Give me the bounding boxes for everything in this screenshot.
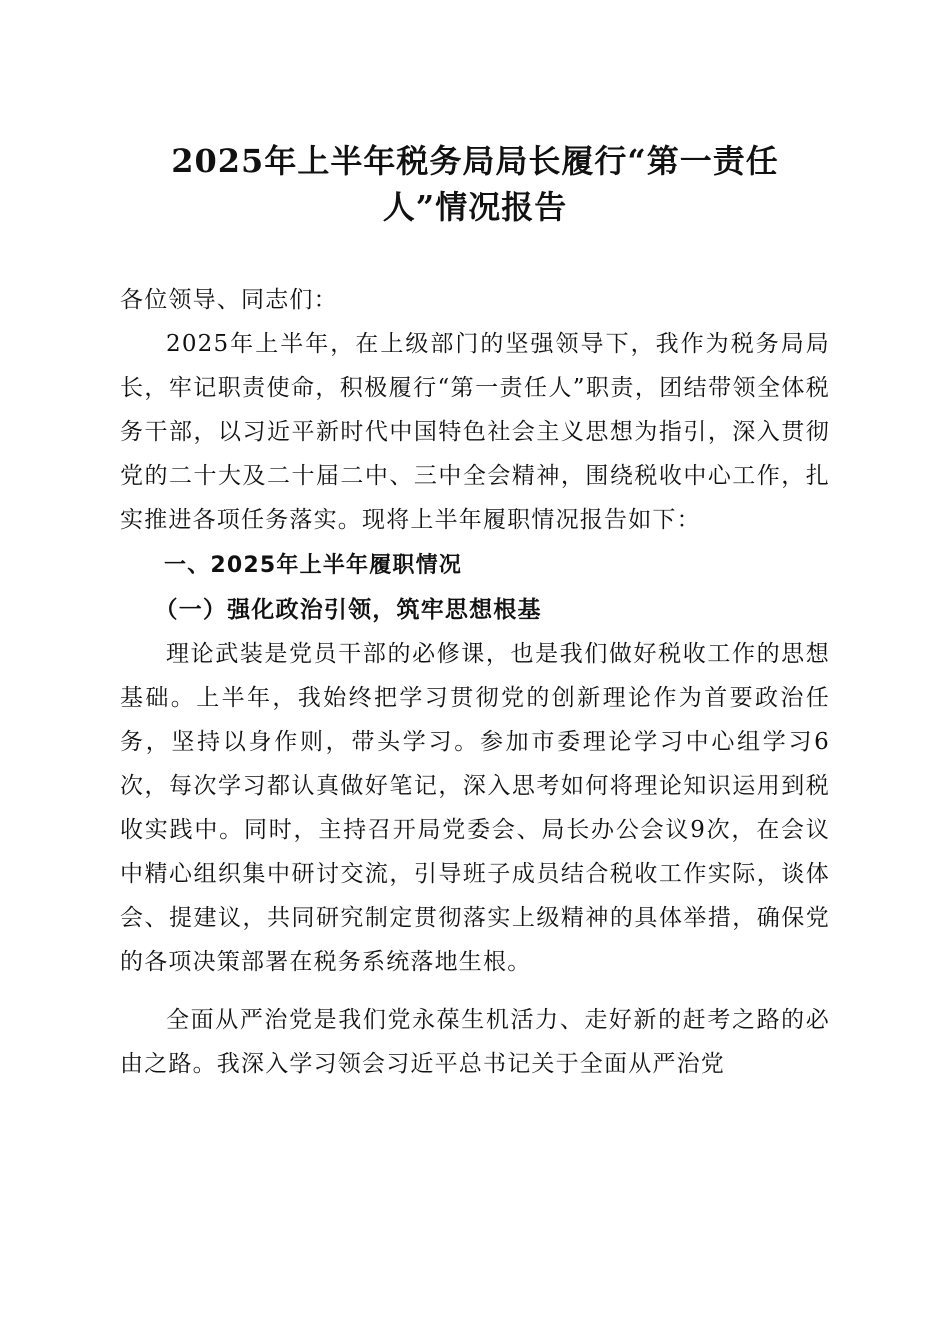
section-heading-1: 一、2025年上半年履职情况 [164,553,463,578]
title-line-2: 人”情况报告 [382,188,568,226]
title-line-1: 2025年上半年税务局局长履行“第一责任 [171,142,779,180]
body-paragraph-2: 全面从严治党是我们党永葆生机活力、走好新的赶考之路的必由之路。我深入学习领会习近平总书记关于全面从严治党 [120,1007,830,1077]
body-paragraph-1: 理论武装是党员干部的必修课，也是我们做好税收工作的思想基础。上半年，我始终把学习贯彻党的创新理论作为首要政治任务，坚持以身作则，带头学习。参加市委理论学习中心组学习6次，每次学习都认真做好笔记，深入思考如何将理论知识运用到税收实践中。同时，主持召开局党委会、局长办公会议9次，在会议中精心组织集中研讨交流，引导班子成员结合税收工作实际，谈体会、提建议，共同研究制定贯彻落实上级精神的具体举措，确保党的各项决策部署在税务系统落地生根。 [120,641,830,975]
salutation: 各位领导、同志们： [120,287,338,313]
subsection-heading-1: （一）强化政治引领，筑牢思想根基 [154,596,542,623]
document-title [120,138,830,230]
intro-paragraph: 2025年上半年，在上级部门的坚强领导下，我作为税务局局长，牢记职责使命，积极履行“第一责任人”职责，团结带领全体税务干部，以习近平新时代中国特色社会主义思想为指引，深入贯彻党的二十大及二十届二中、三中全会精神，围绕税收中心工作，扎实推进各项任务落实。现将上半年履职情况报告如下： [120,331,830,533]
document-body [120,278,830,1086]
